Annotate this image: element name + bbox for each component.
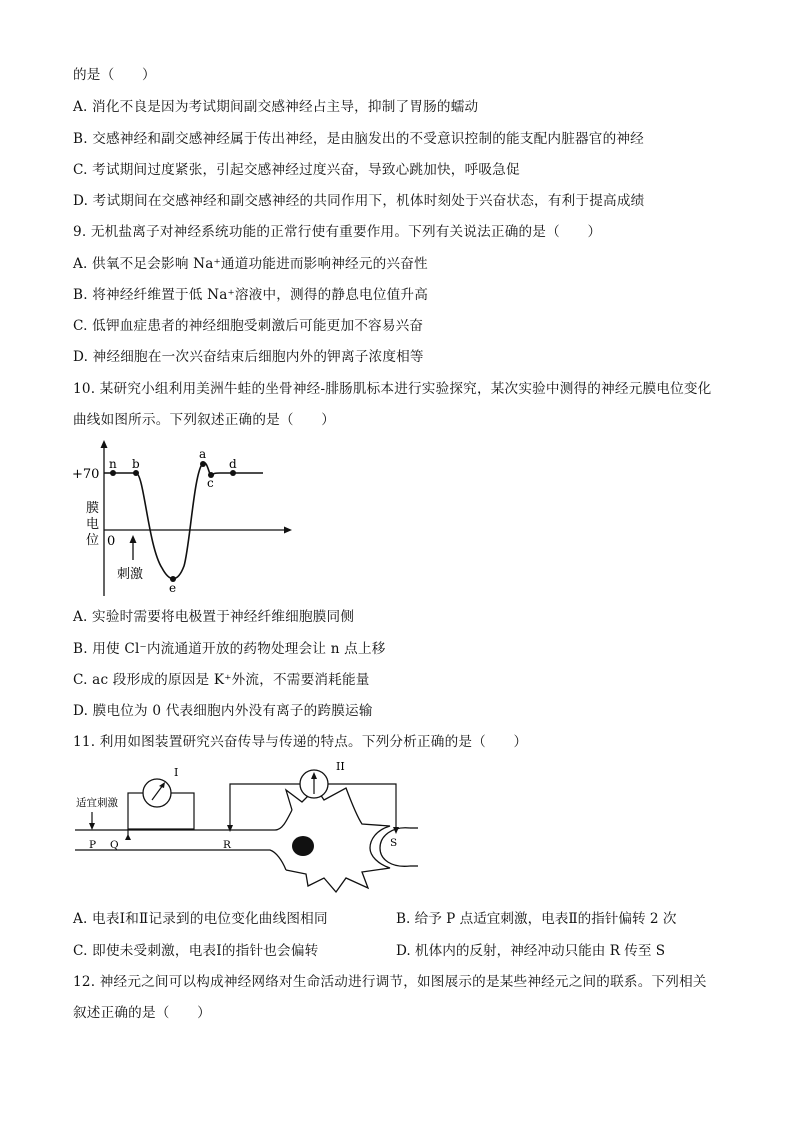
- q11-stem: 11. 利用如图装置研究兴奋传导与传递的特点。下列分析正确的是（ ）: [73, 734, 528, 750]
- q10-label-c: c: [207, 476, 214, 490]
- q10-label-n: n: [109, 457, 117, 471]
- q9-option-a[interactable]: A. 供氧不足会影响 Na⁺通道功能进而影响神经元的兴奋性: [73, 256, 428, 272]
- q11-meter1-label: I: [174, 766, 179, 779]
- q10-y-arrow: [101, 440, 108, 448]
- q10-ylabel-2: 电: [86, 517, 100, 532]
- q11-option-a[interactable]: A. 电表Ⅰ和Ⅱ记录到的电位变化曲线图相同: [73, 911, 328, 927]
- q11-axon-upper: [75, 810, 292, 830]
- q8-option-d[interactable]: D. 考试期间在交感神经和副交感神经的共同作用下，机体时刻处于兴奋状态，有利于提高成绩: [73, 193, 645, 209]
- q8-stem-tail: 的是（ ）: [73, 67, 156, 83]
- q11-electrode-r-head: [227, 825, 233, 832]
- q9-option-c[interactable]: C. 低钾血症患者的神经细胞受刺激后可能更加不容易兴奋: [73, 318, 424, 334]
- q11-axon-lower: [75, 850, 286, 870]
- q11-option-b[interactable]: B. 给予 P 点适宜刺激，电表Ⅱ的指针偏转 2 次: [396, 911, 677, 927]
- q11-label-q: Q: [110, 839, 119, 851]
- q10-ylabel-1: 膜: [86, 501, 100, 516]
- q10-label-a: a: [199, 447, 207, 461]
- q8-option-a[interactable]: A. 消化不良是因为考试期间副交感神经占主导，抑制了胃肠的蠕动: [73, 99, 479, 115]
- q11-nucleus: [292, 836, 314, 856]
- q10-membrane-potential-figure: [70, 436, 310, 598]
- q10-stem-line1: 10. 某研究小组利用美洲牛蛙的坐骨神经-腓肠肌标本进行实验探究，某次实验中测得的神经元膜电位变化: [73, 381, 712, 397]
- q11-label-p: P: [89, 839, 97, 851]
- q11-option-c[interactable]: C. 即使未受刺激，电表Ⅰ的指针也会偏转: [73, 943, 319, 959]
- q10-label-b: b: [132, 457, 140, 471]
- q10-x-arrow: [284, 527, 292, 534]
- q9-option-b[interactable]: B. 将神经纤维置于低 Na⁺溶液中，测得的静息电位值升高: [73, 287, 428, 303]
- q9-stem: 9. 无机盐离子对神经系统功能的正常行使有重要作用。下列有关说法正确的是（ ）: [73, 224, 602, 240]
- q8-option-b[interactable]: B. 交感神经和副交感神经属于传出神经，是由脑发出的不受意识控制的能支配内脏器官的神经: [73, 131, 644, 147]
- q10-y-tick-70: +70: [72, 467, 100, 482]
- q10-option-c[interactable]: C. ac 段形成的原因是 K⁺外流，不需要消耗能量: [73, 672, 370, 688]
- q10-label-d: d: [229, 457, 237, 471]
- q10-ylabel-3: 位: [86, 533, 100, 548]
- q10-option-d[interactable]: D. 膜电位为 0 代表细胞内外没有离子的跨膜运输: [73, 703, 373, 719]
- q11-label-r: R: [223, 839, 231, 851]
- q11-meter2-label: II: [336, 760, 345, 773]
- q11-option-d[interactable]: D. 机体内的反射，神经冲动只能由 R 传至 S: [396, 943, 666, 959]
- q11-stim-label: 适宜刺激: [76, 797, 118, 809]
- q12-stem-line2: 叙述正确的是（ ）: [73, 1005, 211, 1021]
- q11-label-s: S: [390, 837, 398, 849]
- q10-potential-curve: [104, 463, 263, 579]
- q10-point-a: [200, 461, 206, 467]
- q10-label-e: e: [169, 581, 177, 595]
- q10-zero-label: 0: [107, 534, 116, 549]
- q11-stim-arrowhead: [89, 823, 95, 830]
- q11-electrode-s-head: [393, 827, 399, 834]
- q8-option-c[interactable]: C. 考试期间过度紧张，引起交感神经过度兴奋，导致心跳加快，呼吸急促: [73, 162, 520, 178]
- q10-stem-line2: 曲线如图所示。下列叙述正确的是（ ）: [73, 412, 336, 428]
- q11-electrode-q-head: [125, 834, 131, 840]
- q9-option-d[interactable]: D. 神经细胞在一次兴奋结束后细胞内外的钾离子浓度相等: [73, 349, 424, 365]
- q10-option-a[interactable]: A. 实验时需要将电极置于神经纤维细胞膜同侧: [73, 609, 355, 625]
- q10-stim-label: 刺激: [117, 567, 144, 582]
- q12-stem-line1: 12. 神经元之间可以构成神经网络对生命活动进行调节，如图展示的是某些神经元之间的联系。下列相关: [73, 974, 707, 990]
- q11-apparatus-figure: [70, 760, 420, 898]
- q10-option-b[interactable]: B. 用使 Cl⁻内流通道开放的药物处理会让 n 点上移: [73, 641, 386, 657]
- q10-stim-arrowhead: [130, 535, 137, 543]
